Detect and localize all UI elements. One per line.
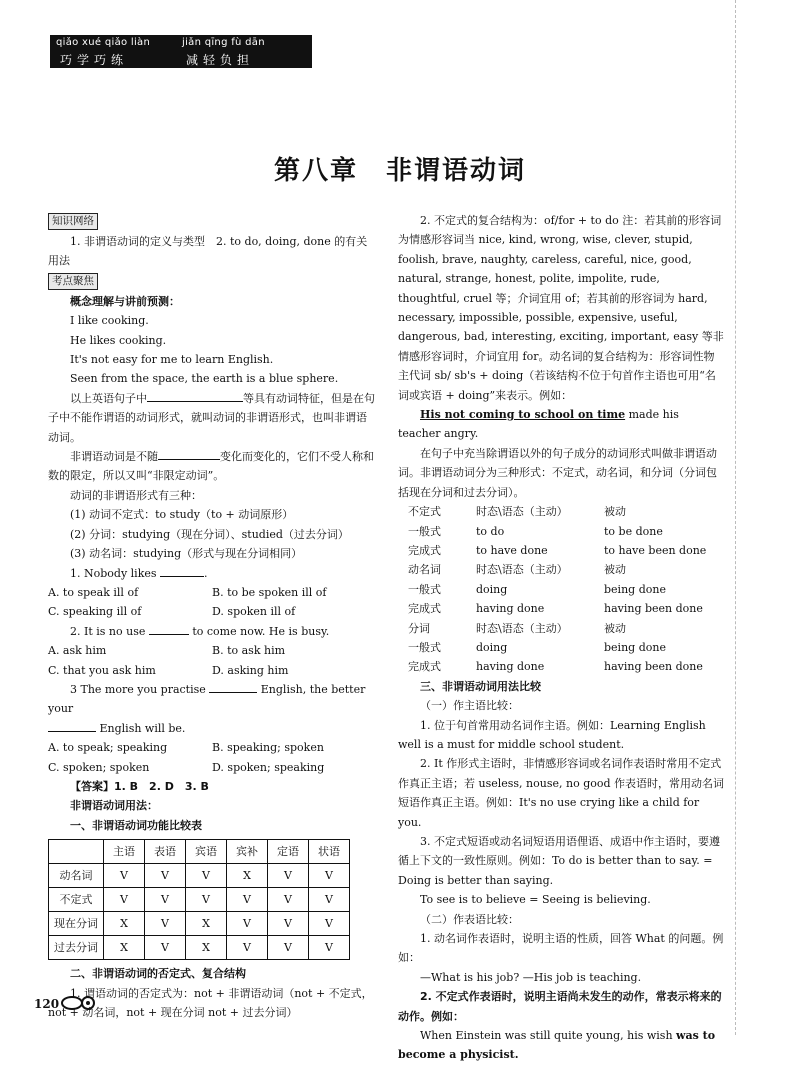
forms-row: 完成式 having done having been done	[408, 602, 703, 616]
example-sentence: He likes cooking.	[70, 333, 167, 347]
options: A. ask him B. to ask him	[48, 644, 286, 658]
example-sentence: I like cooking.	[70, 314, 149, 328]
form-item: (1) 动词不定式：to study（to + 动词原形）	[70, 508, 294, 522]
example-sentence: When Einstein was still quite young, his wish was to become a physicist.	[398, 1029, 716, 1062]
forms-row: 一般式 doing being done	[408, 640, 666, 654]
forms-row: 完成式 to have done to have been done	[408, 543, 707, 557]
section-heading: 二、非谓语动词的否定式、复合结构	[70, 967, 246, 981]
running-header	[50, 35, 312, 68]
section-heading: 一、非谓语动词功能比较表	[70, 818, 202, 832]
knowledge-network: 1. 非谓语动词的定义与类型 2. to do, doing, done 的有关用法	[48, 235, 368, 268]
section-heading: 三、非谓语动词用法比较	[420, 679, 541, 693]
forms-row: 完成式 having done having been done	[408, 660, 703, 674]
question-2: 2. It is no use to come now. He is busy.	[48, 622, 376, 641]
paragraph: 2. 不定式的复合结构为：of/for + to do 注：若其前的形容词为情感形容词当 nice, kind, wrong, wise, clever, stupid, foolish, brave, naughty, careless, careful, nice, good, natural, strange, honest, polite, impolite, rude, thoughtful, cruel 等；介词宜用 of；若其前的形容词为 hard, necessary, impossible, possible, expensive, useful, dangerous, bad, interesting, exciting, important, easy 等非情感形容词时，介词宜用 for。动名词的复合结构为：形容词性物主代词 sb/ sb's + doing（若该结构不位于句首作主语也可用“名词或宾语 + doing”来表示。例如：	[398, 214, 724, 402]
question-1: 1. Nobody likes .	[48, 564, 376, 583]
header-pinyin-left: qiǎo xué qiǎo liàn	[56, 37, 151, 48]
preview-heading: 概念理解与讲前预测：	[70, 294, 180, 308]
forms-heading: 动词的非谓语形式有三种：	[70, 488, 202, 502]
forms-row: 分词 时态\语态（主动） 被动	[408, 621, 626, 635]
header-cn-left: 巧学巧练	[60, 53, 129, 67]
form-item: (3) 动名词：studying（形式与现在分词相同）	[70, 547, 303, 561]
paragraph: 3. 不定式短语或动名词短语用语俚语、成语中作主语时，要遵循上下文的一致性原则。例如：To do is better than to say. = Doing is better than saying.	[398, 835, 720, 887]
paragraph: 非谓语动词是不随 变化而变化的，它们不受人称和数的限定，所以又叫“非限定动词”。	[48, 447, 376, 486]
publisher-logo-icon	[60, 992, 98, 1012]
table-row: 现在分词 X V X V V V	[49, 912, 350, 936]
paragraph: 2. It 作形式主语时，非情感形容词或名词作表语时常用不定式作真正主语；若 useless, nouse, no good 作表语时，常用动名词短语作真正主语。例如：It's no use crying like a child for you.	[398, 757, 725, 829]
table-row: 不定式 V V V V V V	[49, 888, 350, 912]
table-header-row: 主语 表语 宾语 宾补 定语 状语	[49, 840, 350, 864]
example-sentence: —What is his job? —His job is teaching.	[420, 970, 642, 984]
function-table	[48, 839, 350, 960]
table-row: 过去分词 X V X V V V	[49, 936, 350, 960]
paragraph: 1. 动名词作表语时，说明主语的性质，回答 What 的问题。例如：	[398, 932, 724, 965]
header-pinyin-right: jiǎn qīng fù dān	[182, 37, 265, 48]
section-tag: 考点聚焦	[48, 273, 98, 290]
question-3: 3 The more you practise English, the better your	[48, 680, 376, 719]
table-row: 动名词 V V V X V V	[49, 864, 350, 888]
options: A. to speak ill of B. to be spoken ill of	[48, 585, 327, 599]
options: C. speaking ill of D. spoken ill of	[48, 605, 296, 619]
page-number: 120	[34, 997, 60, 1011]
paragraph: 1. 位于句首常用动名词作主语。例如：Learning English well is a must for middle school student.	[398, 718, 706, 751]
header-cn-right: 减轻负担	[186, 53, 255, 67]
sub-heading: （二）作表语比较：	[420, 912, 519, 926]
paragraph: 1. 谓语动词的否定式为：not + 非谓语动词（not + 不定式，not + 动名词，not + 现在分词 not + 过去分词）	[48, 986, 373, 1019]
forms-row: 动名词 时态\语态（主动） 被动	[408, 563, 626, 577]
options: C. that you ask him D. asking him	[48, 663, 289, 677]
usage-heading: 非谓语动词用法：	[70, 799, 158, 813]
sub-heading: （一）作主语比较：	[420, 699, 519, 713]
example-sentence: His not coming to school on time made his teacher angry.	[398, 408, 679, 441]
question-3-cont: English will be.	[48, 719, 376, 738]
forms-table	[398, 502, 724, 677]
example-sentence: It's not easy for me to learn English.	[70, 353, 274, 367]
scan-edge	[735, 0, 737, 1035]
options: A. to speak; speaking B. speaking; spoken	[48, 741, 324, 755]
right-column	[398, 211, 724, 1065]
chapter-title: 第八章 非谓语动词	[273, 156, 526, 186]
section-tag: 知识网络	[48, 213, 98, 230]
answer: 【答案】1. B 2. D 3. B	[70, 779, 209, 793]
forms-row: 一般式 to do to be done	[408, 524, 663, 538]
paragraph: 在句子中充当除谓语以外的句子成分的动词形式叫做非谓语动词。非谓语动词分为三种形式：不定式，动名词，和分词（分词包括现在分词和过去分词）。	[398, 446, 717, 499]
paragraph: 以上英语句子中 等具有动词特征，但是在句子中不能作谓语的动词形式，就叫动词的非谓语形式，也叫非谓语动词。	[48, 389, 376, 447]
options: C. spoken; spoken D. spoken; speaking	[48, 760, 325, 774]
forms-row: 不定式 时态\语态（主动） 被动	[408, 505, 626, 519]
paragraph: 2. 不定式作表语时，说明主语尚未发生的动作，常表示将来的动作。例如：	[398, 990, 722, 1023]
form-item: (2) 分词：studying（现在分词）、studied（过去分词）	[70, 527, 349, 541]
forms-row: 一般式 doing being done	[408, 582, 666, 596]
example-sentence: Seen from the space, the earth is a blue sphere.	[70, 372, 339, 386]
left-column	[48, 211, 376, 1022]
example-sentence: To see is to believe = Seeing is believing.	[420, 893, 651, 907]
